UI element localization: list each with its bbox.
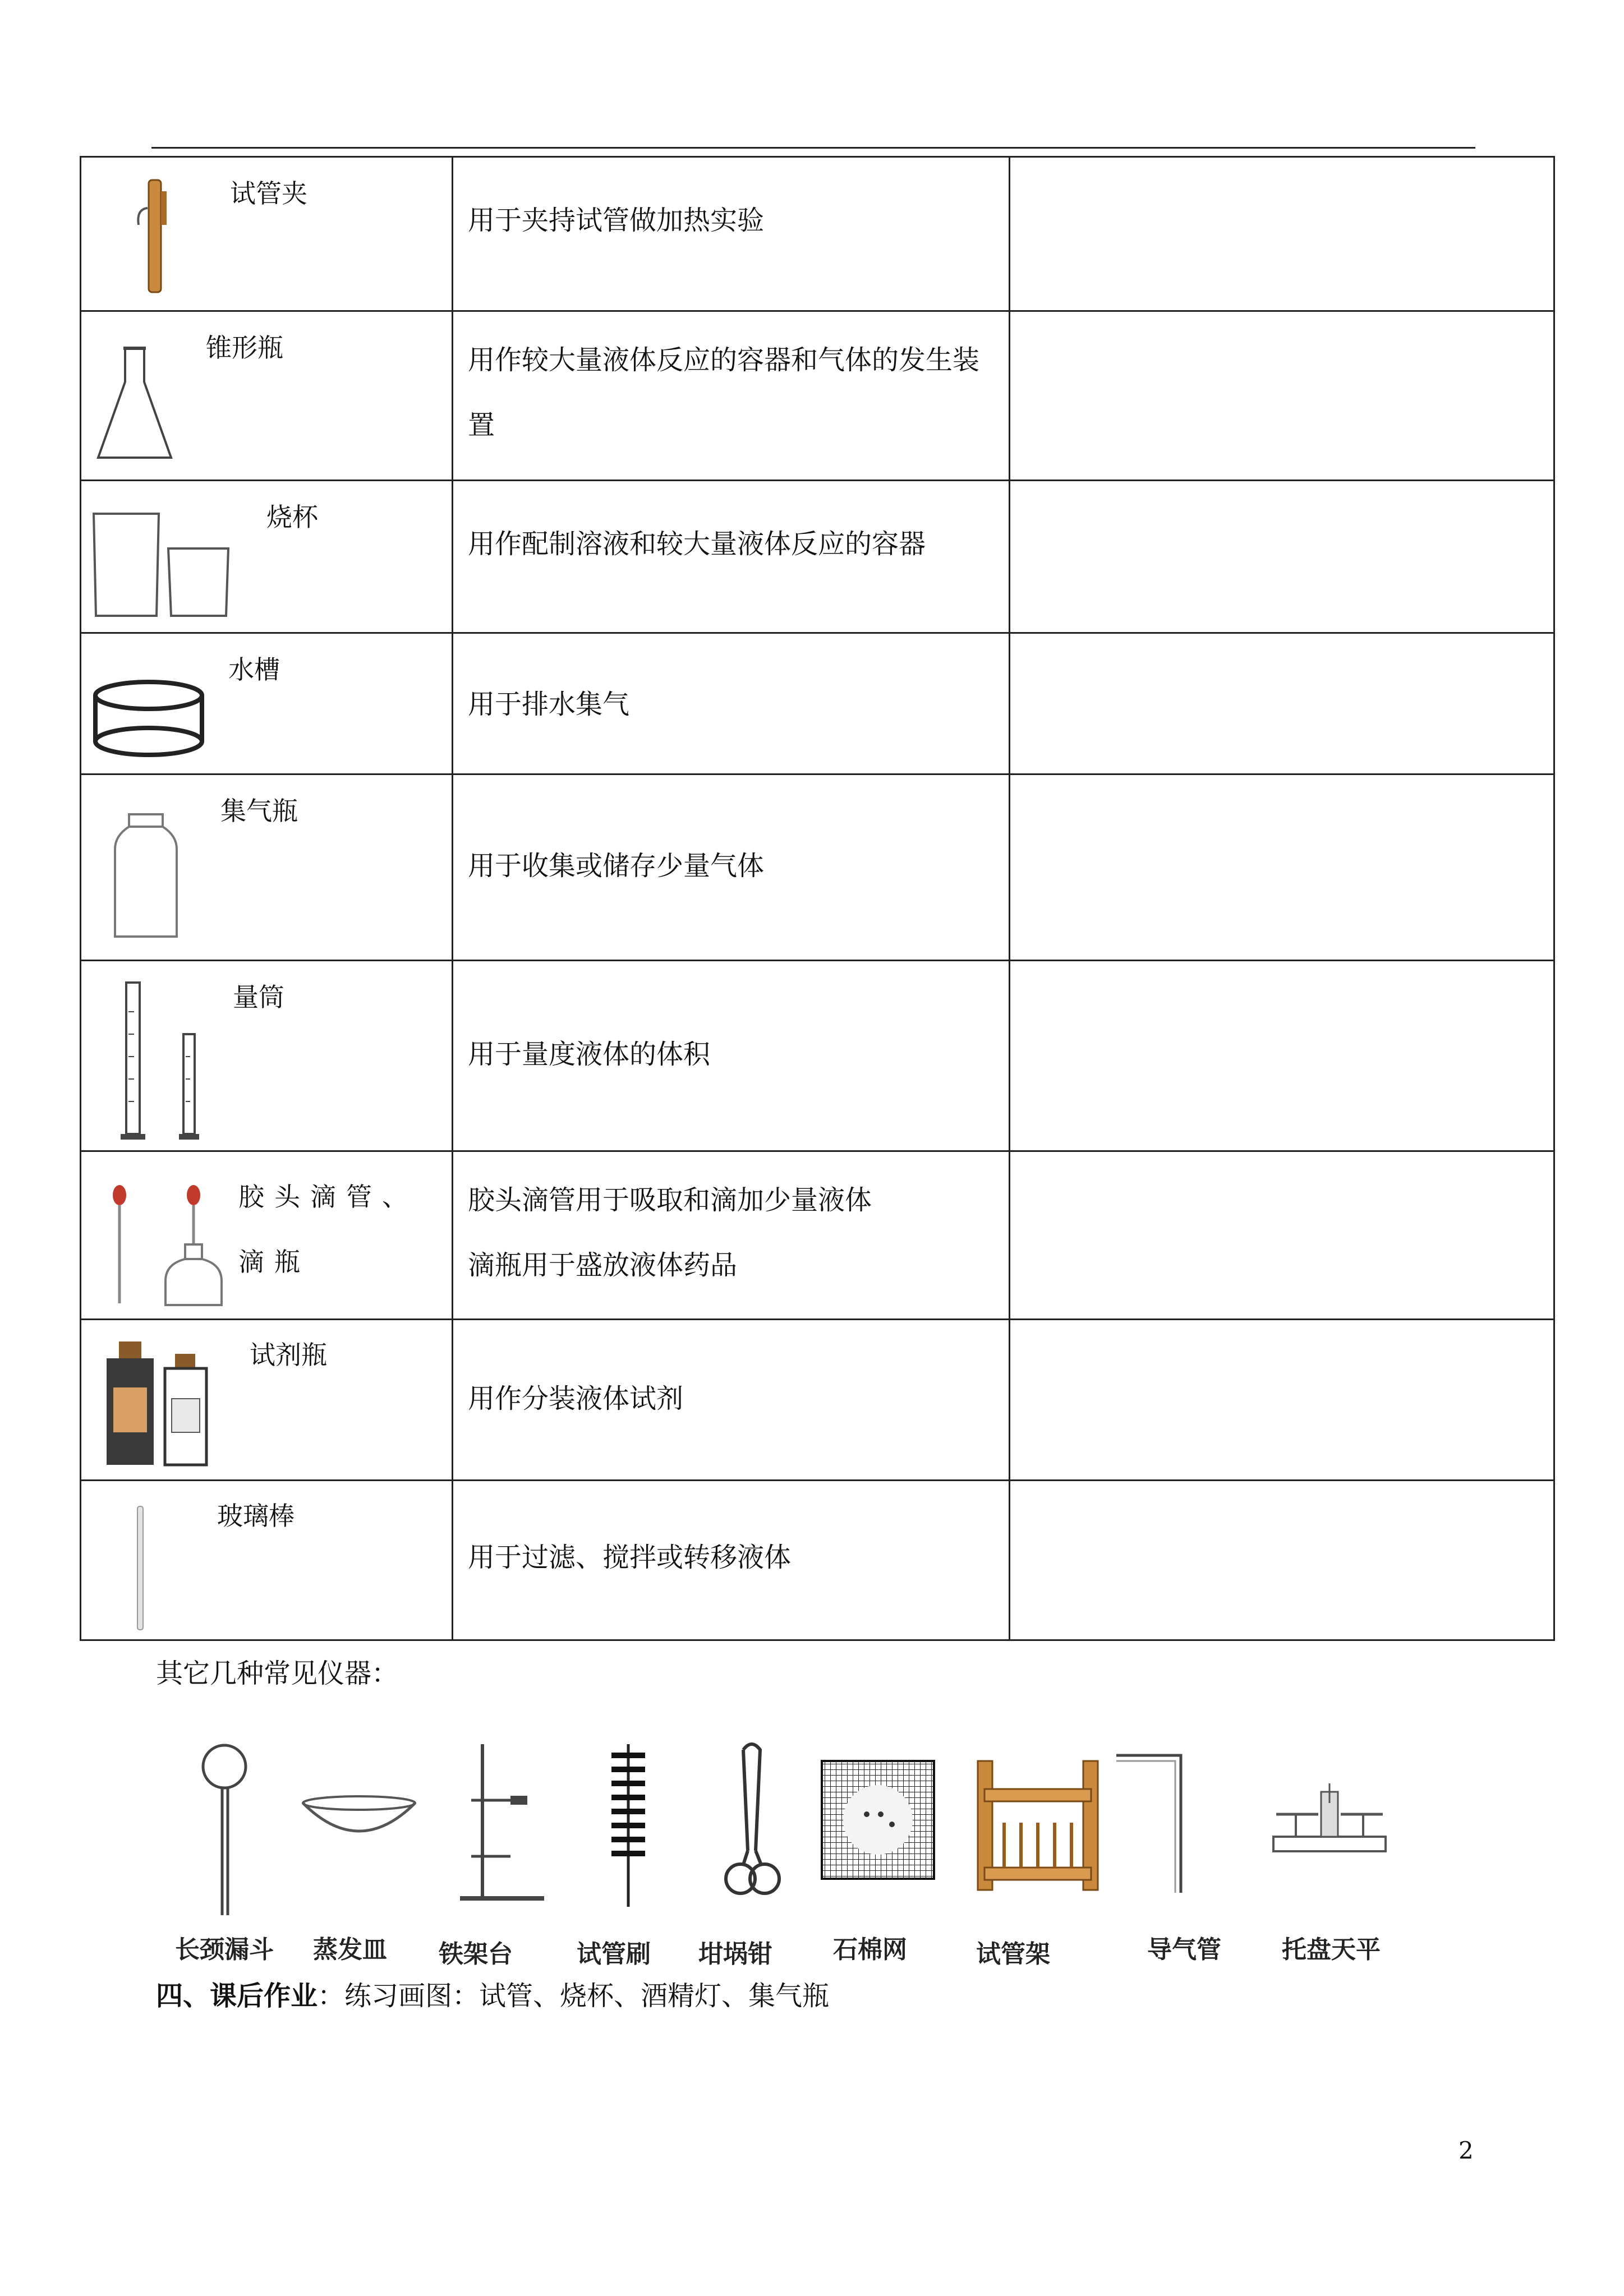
long-neck-funnel-icon [191,1741,258,1921]
figure-label: 托盘天平 [1282,1935,1381,1964]
iron-stand-icon [449,1739,555,1907]
note-cell [1010,1481,1554,1640]
beaker-icon [87,509,255,621]
instrument-name: 量筒 [233,982,284,1012]
table-row [81,633,1554,774]
instrument-name: 水槽 [228,654,280,685]
homework-heading: 四、课后作业 [156,1980,318,2012]
table-row [81,157,1554,311]
note-cell [1010,774,1554,961]
page-number: 2 [1459,2137,1474,2164]
note-cell [1010,481,1554,633]
instrument-use: 用于过滤、搅拌或转移液体 [468,1542,792,1573]
instrument-use-line: 滴瓶用于盛放液体药品 [468,1250,738,1281]
note-cell [1010,157,1554,311]
homework-text: ：练习画图：试管、烧杯、酒精灯、集气瓶 [318,1980,830,2012]
asbestos-gauze-icon [819,1758,937,1882]
reagent-bottle-icon [95,1337,219,1472]
note-cell [1010,633,1554,774]
instrument-name: 玻璃棒 [217,1501,295,1531]
graduated-cylinder-icon [98,978,222,1146]
table-row [81,1481,1554,1640]
gas-delivery-tube-icon [1114,1747,1198,1898]
instrument-name: 烧杯 [266,502,318,532]
instrument-use: 用作分装液体试剂 [468,1383,684,1414]
gas-jar-icon [104,809,188,943]
instrument-use: 用于收集或储存少量气体 [468,850,765,882]
test-tube-holder-icon [132,174,182,298]
platform-balance-icon [1265,1781,1394,1859]
other-instruments-title: 其它几种常见仪器： [156,1658,399,1689]
instrument-use: 用作配制溶液和较大量液体反应的容器 [468,528,926,560]
figure-label: 试管架 [976,1940,1050,1968]
test-tube-brush-icon [603,1739,654,1912]
table-row [81,1151,1554,1320]
water-trough-icon [87,679,210,763]
figure-label: 蒸发皿 [313,1935,387,1964]
instrument-use-line: 胶头滴管用于吸取和滴加少量液体 [468,1184,872,1216]
glass-rod-icon [132,1504,149,1633]
figure-label: 石棉网 [833,1935,907,1964]
figure-label: 导气管 [1147,1935,1221,1964]
instrument-use: 用作较大量液体反应的容器和气体的发生装置 [468,344,980,441]
note-cell [1010,311,1554,481]
crucible-tongs-icon [721,1739,783,1907]
table-row [81,961,1554,1151]
instrument-name: 集气瓶 [220,796,298,826]
table-row [81,481,1554,633]
figure-label: 铁架台 [439,1940,513,1968]
instrument-name: 试管夹 [230,178,307,209]
note-cell [1010,1151,1554,1320]
instrument-name: 锥形瓶 [206,333,283,363]
instrument-table [80,156,1555,1641]
instrument-use: 用于夹持试管做加热实验 [468,205,765,236]
instrument-name: 试剂瓶 [250,1340,327,1370]
conical-flask-icon [93,343,177,466]
instrument-name: 胶头滴管、滴瓶 [238,1182,418,1277]
test-tube-rack-icon [973,1755,1102,1896]
table-row [81,311,1554,481]
figure-label: 坩埚钳 [698,1940,772,1968]
figure-label: 试管刷 [577,1940,651,1968]
dropper-and-dropping-bottle-icon [93,1183,238,1312]
figure-label: 长颈漏斗 [175,1935,274,1964]
evaporating-dish-icon [297,1792,421,1854]
note-cell [1010,961,1554,1151]
table-row [81,774,1554,961]
instrument-use: 用于量度液体的体积 [468,1039,711,1070]
table-row [81,1320,1554,1481]
header-rule [151,147,1475,149]
instrument-use: 用于排水集气 [468,689,630,720]
note-cell [1010,1320,1554,1481]
homework-line [156,1974,829,2013]
